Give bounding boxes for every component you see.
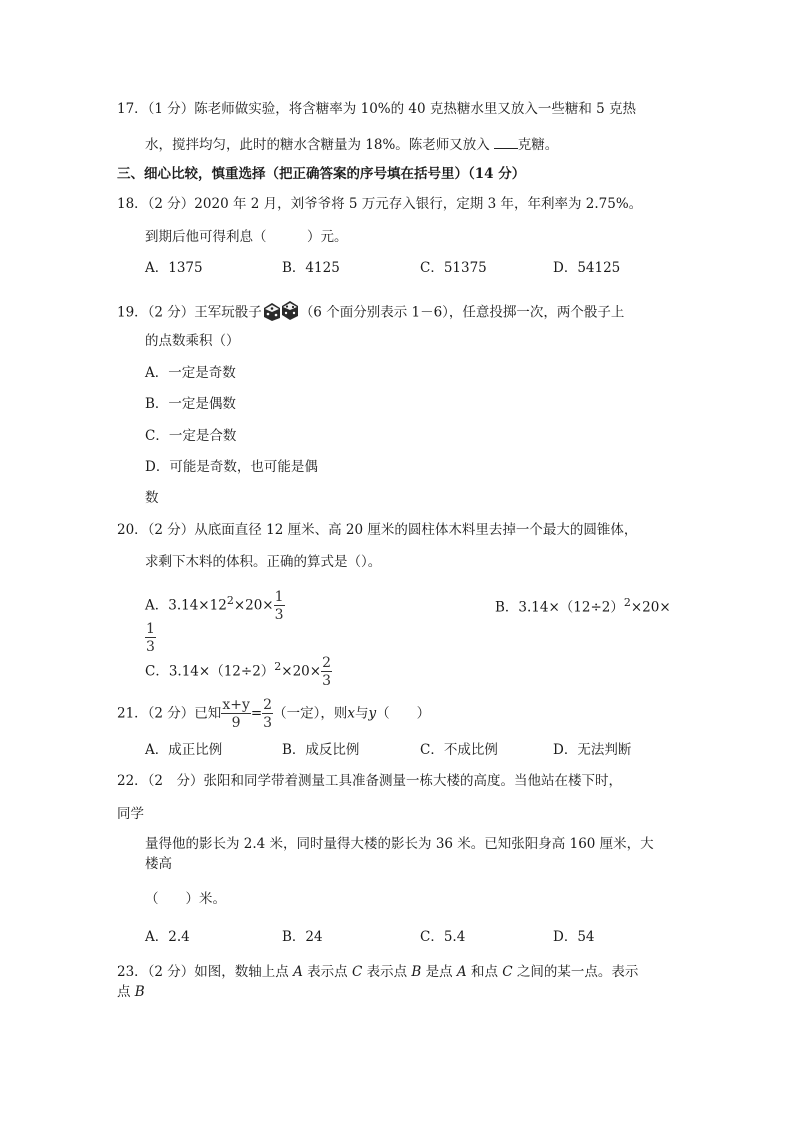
- q20-option-a-exponent: 2: [226, 594, 234, 607]
- fraction-denominator: 3: [274, 607, 284, 623]
- q19-line1: [117, 300, 624, 326]
- q23-text-6: 之间的某一点。表示: [516, 964, 639, 980]
- q17-answer-blank[interactable]: [494, 136, 518, 149]
- q22-option-b: B．24: [282, 929, 323, 945]
- q23-point-a2: A: [456, 964, 467, 980]
- q17-line2-text: 水，搅拌均匀，此时的糖水含糖量为 18%。陈老师又放入: [145, 137, 490, 153]
- q20-option-b-fraction: [145, 622, 156, 654]
- q17-line2-end: 克糖。: [517, 137, 559, 153]
- q22-option-c: C．5.4: [420, 929, 466, 945]
- q23-line2-text: 点: [117, 984, 131, 1000]
- q23-text-5: 和点: [470, 964, 498, 980]
- q21-text: 21．（2 分）已知: [117, 705, 222, 722]
- q21-option-d: D．无法判断: [553, 742, 632, 758]
- q19-option-d: D．可能是奇数，也可能是偶: [145, 459, 318, 475]
- fraction-denominator: 9: [231, 715, 241, 731]
- q23-text-1: 23．（2 分）如图，数轴上点: [117, 964, 289, 980]
- q21-fraction-lhs: [221, 698, 251, 730]
- q21-line: [117, 698, 430, 730]
- q19-option-d-wrap: 数: [145, 490, 159, 506]
- q21-fraction-rhs: [262, 698, 273, 730]
- q22-line1: 22．（2 分）张阳和同学带着测量工具准备测量一栋大楼的高度。当他站在楼下时，: [117, 773, 623, 789]
- q23-text-2: 表示点: [307, 964, 348, 980]
- q21-var-x: x: [347, 705, 355, 722]
- q21-option-c: C．不成比例: [420, 742, 498, 758]
- q22-line4: 楼高: [145, 856, 172, 872]
- q23-line2: [117, 986, 145, 1000]
- q19-line1-text: 19．（2 分）王军玩骰子: [117, 304, 262, 321]
- q20-option-c-text: C．3.14×（12÷2）: [145, 663, 275, 680]
- q20-option-b-exponent: 2: [623, 596, 631, 609]
- q20-line1: 20．（2 分）从底面直径 12 厘米、高 20 厘米的圆柱体木料里去掉一个最大的圆锥体，: [117, 522, 638, 538]
- q20-option-a-text: A．3.14×12: [145, 597, 227, 614]
- q18-option-a: A．1375: [145, 260, 203, 276]
- q22-option-a: A．2.4: [145, 929, 190, 945]
- q17-line2: [145, 136, 558, 153]
- q21-with: 与: [354, 705, 369, 722]
- q18-option-b: B．4125: [282, 260, 340, 276]
- fraction-denominator: 3: [322, 673, 332, 689]
- q20-option-c-mult: ×20×: [281, 663, 322, 680]
- q22-line5: （ ）米。: [145, 891, 226, 907]
- fraction-numerator: x+y: [222, 697, 250, 713]
- q23-line1: [117, 966, 638, 980]
- q18-line1: 18．（2 分）2020 年 2 月，刘爷爷将 5 万元存入银行，定期 3 年，年利率为 2.75%。: [117, 196, 643, 212]
- fraction-denominator: 3: [146, 639, 155, 655]
- q23-point-b: B: [411, 964, 422, 980]
- q17-line1: 17．（1 分）陈老师做实验，将含糖率为 10%的 40 克热糖水里又放入一些糖和 5 克热: [117, 101, 637, 117]
- q19-line2: 的点数乘积（）: [145, 333, 240, 349]
- fraction-numerator: 1: [274, 589, 284, 605]
- q23-point-c: C: [351, 964, 363, 980]
- q22-line2: 同学: [117, 806, 144, 822]
- q18-line2: 到期后他可得利息（ ）元。: [145, 229, 348, 245]
- q21-constant-text: （一定），则: [273, 705, 348, 722]
- q20-option-a: [145, 590, 285, 622]
- q20-option-a-mult: ×20×: [233, 597, 274, 614]
- q23-text-4: 是点: [425, 964, 453, 980]
- q20-option-c-exponent: 2: [274, 660, 282, 673]
- fraction-numerator: 1: [146, 621, 155, 637]
- q23-point-c2: C: [502, 964, 513, 980]
- q22-option-d: D．54: [553, 929, 595, 945]
- q19-line1-rest: （6 个面分别表示 1－6），任意投掷一次，两个骰子上: [299, 304, 625, 321]
- dice-icon: [262, 300, 300, 326]
- q23-point-a: A: [293, 964, 303, 980]
- fraction-numerator: 2: [263, 697, 273, 713]
- q22-line3: 量得他的影长为 2.4 米，同时量得大楼的影长为 36 米。已知张阳身高 160 厘米，大: [145, 836, 654, 852]
- q21-bracket: （ ）: [376, 705, 431, 722]
- q23-text-3: 表示点: [366, 964, 408, 980]
- q21-option-a: A．成正比例: [145, 742, 223, 758]
- q19-option-c: C．一定是合数: [145, 428, 237, 444]
- q21-equals: =: [250, 705, 263, 722]
- q20-option-b-fraction-wrap: [145, 622, 156, 654]
- q20-option-b: [495, 597, 671, 615]
- q19-option-a: A．一定是奇数: [145, 365, 236, 381]
- q20-option-c: [145, 656, 332, 688]
- q20-option-a-fraction: [274, 590, 285, 622]
- q18-option-c: C．51375: [420, 260, 487, 276]
- q21-option-b: B．成反比例: [282, 742, 360, 758]
- q23-point-b2: B: [134, 984, 145, 1000]
- q20-line2: 求剩下木料的体积。正确的算式是（）。: [145, 554, 382, 570]
- q20-option-b-mult: ×20×: [630, 599, 671, 616]
- q20-option-b-text: B．3.14×（12÷2）: [495, 599, 624, 616]
- q18-option-d: D．54125: [553, 260, 621, 276]
- q21-var-y: y: [368, 705, 377, 722]
- q20-option-c-fraction: [321, 656, 332, 688]
- q19-option-b: B．一定是偶数: [145, 396, 236, 412]
- section3-title: 三、细心比较，慎重选择（把正确答案的序号填在括号里）（14 分）: [117, 166, 526, 182]
- fraction-numerator: 2: [322, 655, 332, 671]
- fraction-denominator: 3: [263, 715, 273, 731]
